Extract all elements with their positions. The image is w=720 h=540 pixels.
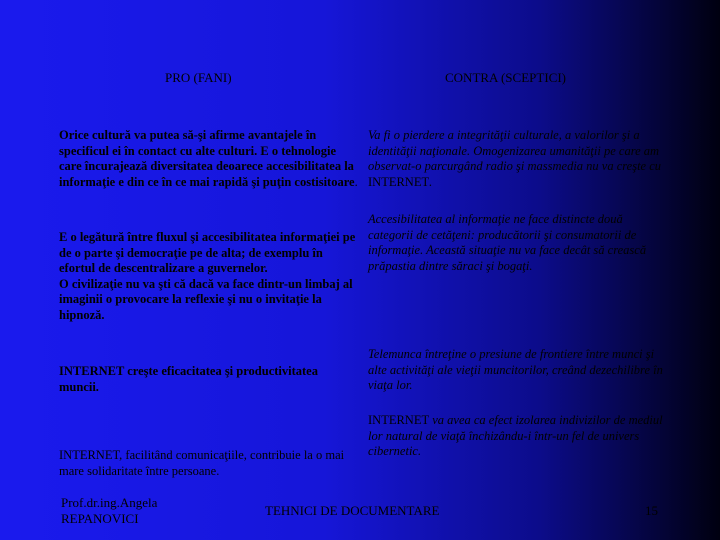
contra-paragraph-4-lead: INTERNET (368, 413, 430, 427)
contra-paragraph-1 (368, 128, 668, 190)
pro-paragraph-2-text: E o legătură între fluxul şi accesibilitatea informaţiei pe de o parte şi democraţie pe de alta; de exemplu în efortul de descentralizare a guvernelor. (59, 230, 356, 275)
contra-paragraph-1-text: Va fi o pierdere a integrităţii culturale, a valorilor şi a identităţii naţionale. Omogenizarea umanităţii pe care am observat-o parcurgând radio şi massmedia nu va creşte cu (368, 128, 662, 173)
footer-author-line-2: REPANOVICI (61, 511, 139, 526)
pro-paragraph-3-text: INTERNET creşte eficacitatea şi productivitatea muncii. (59, 364, 318, 394)
pro-paragraph-1-text: Orice cultură va putea să-şi afirme avantajele în specificul ei în contact cu alte culturi. E o tehnologie care încurajează diversitatea deoarece accesibilitatea la informaţie e din ce în ce mai rapidă şi puţin costisitoare (59, 128, 355, 189)
pro-paragraph-4 (59, 448, 361, 479)
pro-paragraph-3 (59, 364, 361, 395)
contra-paragraph-3-text: Telemunca întreţine o presiune de frontiere între munci şi alte activităţi ale vieţii muncitorilor, creând dezechilibre în viaţa lor. (368, 347, 663, 392)
pro-paragraph-2 (59, 230, 361, 323)
contra-paragraph-1-end: . (429, 174, 433, 189)
pro-paragraph-4-rest: , facilitând comunicaţiile, contribuie la o mai mare solidaritate între persoane. (59, 448, 345, 478)
pro-heading: PRO (FANI) (165, 70, 232, 85)
contra-paragraph-2 (368, 212, 668, 274)
footer-title: TEHNICI DE DOCUMENTARE (265, 503, 440, 518)
contra-paragraph-4 (368, 413, 668, 460)
pro-paragraph-2b-text: O civilizaţie nu va şti că dacă va face dintr-un limbaj al imaginii o provocare la reflexie şi nu o invitaţie la hipnoză. (59, 276, 353, 322)
pro-paragraph-1-end: . (354, 174, 358, 189)
pro-paragraph-4-lead: INTERNET (59, 448, 120, 462)
pro-paragraph-1 (59, 128, 361, 190)
page-number: 15 (645, 503, 658, 518)
contra-paragraph-1-strong: INTERNET (368, 174, 430, 189)
contra-paragraph-3 (368, 347, 668, 394)
contra-paragraph-4-rest: va avea ca efect izolarea indivizilor de mediul lor natural de viaţă închizându-i într-un fel de univers cibernetic. (368, 413, 663, 458)
footer-author-line-1: Prof.dr.ing.Angela (61, 495, 158, 510)
contra-heading: CONTRA (SCEPTICI) (445, 70, 566, 85)
contra-paragraph-2-text: Accesibilitatea al informaţie ne face distincte două categorii de cetăţeni: producătorii şi consumatorii de informaţie. Această situaţie nu va face decât să crească prăpastia dintre săraci şi bogaţi. (368, 212, 647, 273)
footer-author (61, 495, 191, 527)
